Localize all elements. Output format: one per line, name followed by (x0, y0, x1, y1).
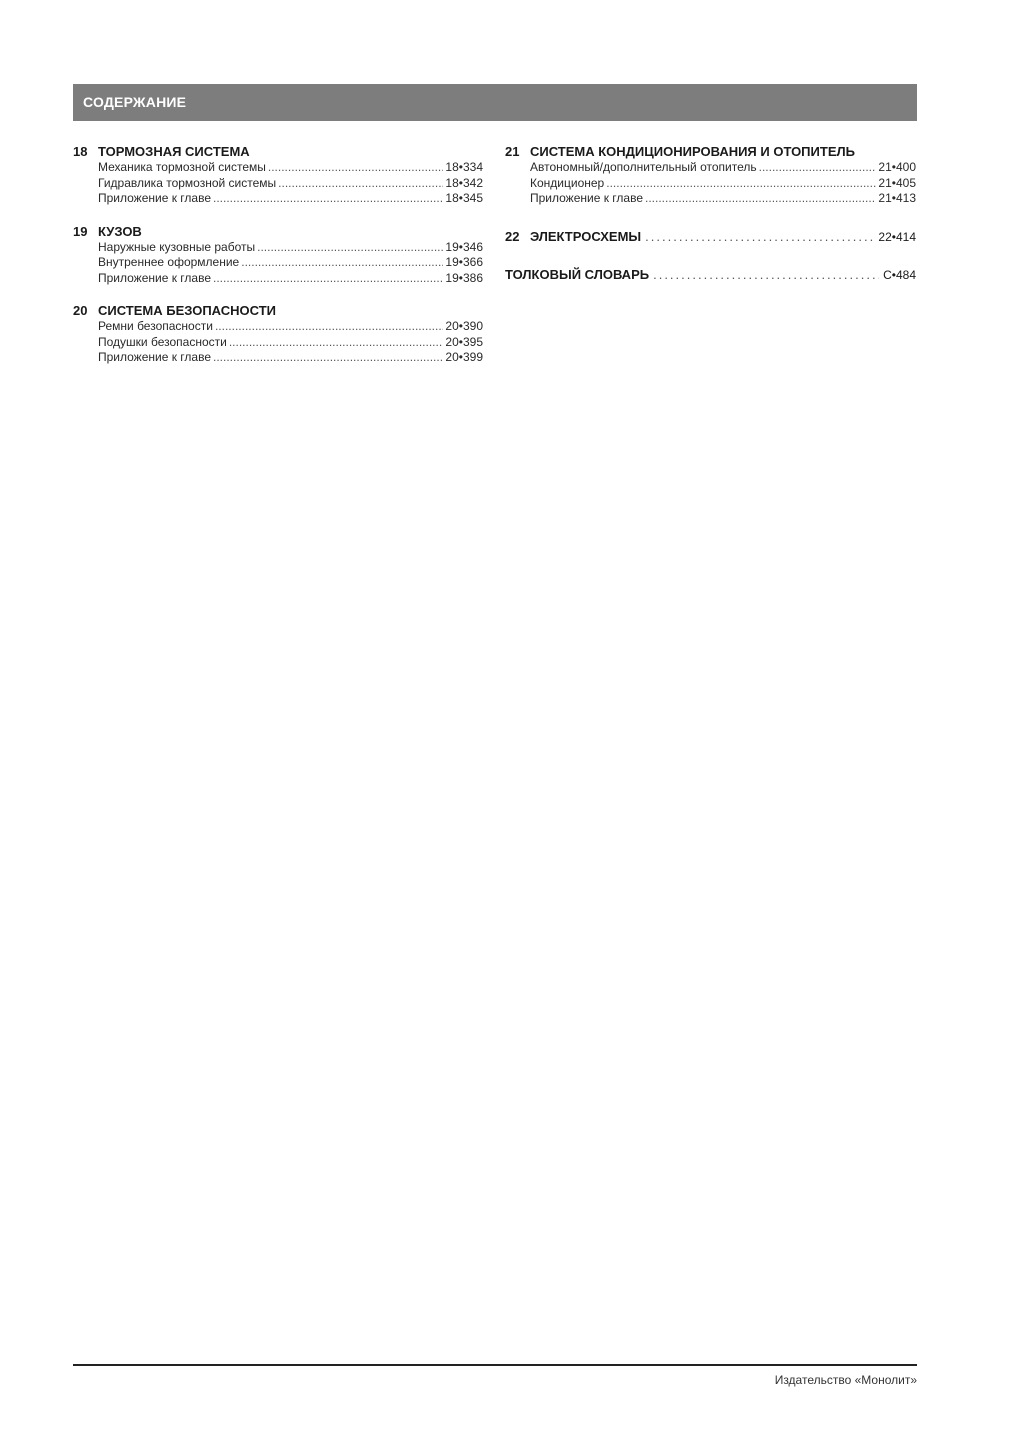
chapter-title[interactable]: ТОРМОЗНАЯ СИСТЕМА (98, 144, 250, 159)
footer-divider (73, 1364, 917, 1366)
toc-chapter-19 (73, 224, 483, 287)
leader-dots (268, 160, 444, 176)
toc-entry[interactable] (98, 160, 483, 176)
entry-page: 20•395 (445, 334, 483, 349)
leader-dots (229, 335, 444, 351)
chapter-title: ЭЛЕКТРОСХЕМЫ (530, 228, 642, 244)
toc-entry[interactable] (98, 255, 483, 271)
toc-entry[interactable] (98, 240, 483, 256)
entry-page: 20•399 (445, 350, 483, 364)
chapter-page: 22•414 (878, 229, 916, 244)
entry-label: Кондиционер (530, 175, 605, 190)
leader-dots (213, 271, 443, 287)
toc-entry[interactable] (98, 335, 483, 351)
chapter-title[interactable]: СИСТЕМА БЕЗОПАСНОСТИ (98, 303, 276, 318)
toc-glossary[interactable] (505, 267, 916, 283)
leader-dots (653, 267, 879, 283)
entry-label: Приложение к главе (98, 191, 212, 205)
leader-dots (759, 160, 877, 176)
toc-left-column (73, 144, 483, 383)
entry-label: Автономный/дополнительный отопитель (530, 160, 757, 174)
entry-page: 21•400 (878, 160, 916, 174)
leader-dots (213, 350, 443, 366)
leader-dots (241, 255, 443, 271)
entry-page: 19•386 (445, 270, 483, 285)
toc-entry[interactable] (98, 191, 483, 207)
toc-chapter-21 (505, 144, 916, 207)
leader-dots (215, 319, 443, 335)
toc-chapter-20 (73, 303, 483, 366)
entry-page: 19•346 (445, 239, 483, 254)
toc-entry[interactable] (98, 176, 483, 192)
leader-dots (645, 229, 874, 245)
leader-dots (257, 240, 443, 256)
leader-dots (645, 191, 876, 207)
chapter-title[interactable]: СИСТЕМА КОНДИЦИОНИРОВАНИЯ И ОТОПИТЕЛЬ (530, 144, 855, 159)
entry-page: 19•366 (445, 255, 483, 269)
entry-label: Гидравлика тормозной системы (98, 175, 277, 190)
toc-entry[interactable] (98, 319, 483, 335)
chapter-number: 18 (73, 144, 88, 159)
entry-page: 18•334 (445, 160, 483, 174)
chapter-number: 20 (73, 303, 88, 318)
page-title: СОДЕРЖАНИЕ (83, 94, 187, 110)
toc-entry[interactable] (530, 191, 916, 207)
leader-dots (213, 191, 443, 207)
entry-page: 18•342 (445, 175, 483, 190)
chapter-number: 19 (73, 223, 88, 239)
toc-chapter-18 (73, 144, 483, 207)
footer-publisher: Издательство «Монолит» (774, 1373, 917, 1387)
glossary-page: С•484 (883, 267, 916, 282)
toc-right-column (505, 144, 916, 283)
entry-page: 21•413 (878, 191, 916, 205)
section-header-bar (73, 84, 917, 121)
toc-entry[interactable] (530, 160, 916, 176)
leader-dots (606, 176, 876, 192)
entry-page: 20•390 (445, 319, 483, 333)
toc-entry[interactable] (98, 271, 483, 287)
entry-label: Внутреннее оформление (98, 255, 240, 269)
glossary-title: ТОЛКОВЫЙ СЛОВАРЬ (505, 266, 650, 282)
entry-label: Механика тормозной системы (98, 160, 266, 174)
chapter-number: 21 (505, 144, 520, 159)
entry-label: Приложение к главе (98, 350, 212, 364)
entry-label: Подушки безопасности (98, 334, 227, 349)
entry-label: Наружные кузовные работы (98, 239, 256, 254)
chapter-number: 22 (505, 228, 520, 244)
entry-label: Приложение к главе (98, 270, 212, 285)
toc-chapter-22[interactable] (505, 229, 916, 245)
leader-dots (278, 176, 443, 192)
entry-label: Приложение к главе (530, 191, 644, 205)
chapter-title[interactable]: КУЗОВ (98, 223, 142, 239)
entry-page: 21•405 (878, 175, 916, 190)
toc-entry[interactable] (530, 176, 916, 192)
entry-label: Ремни безопасности (98, 319, 213, 333)
entry-page: 18•345 (445, 191, 483, 205)
toc-entry[interactable] (98, 350, 483, 366)
